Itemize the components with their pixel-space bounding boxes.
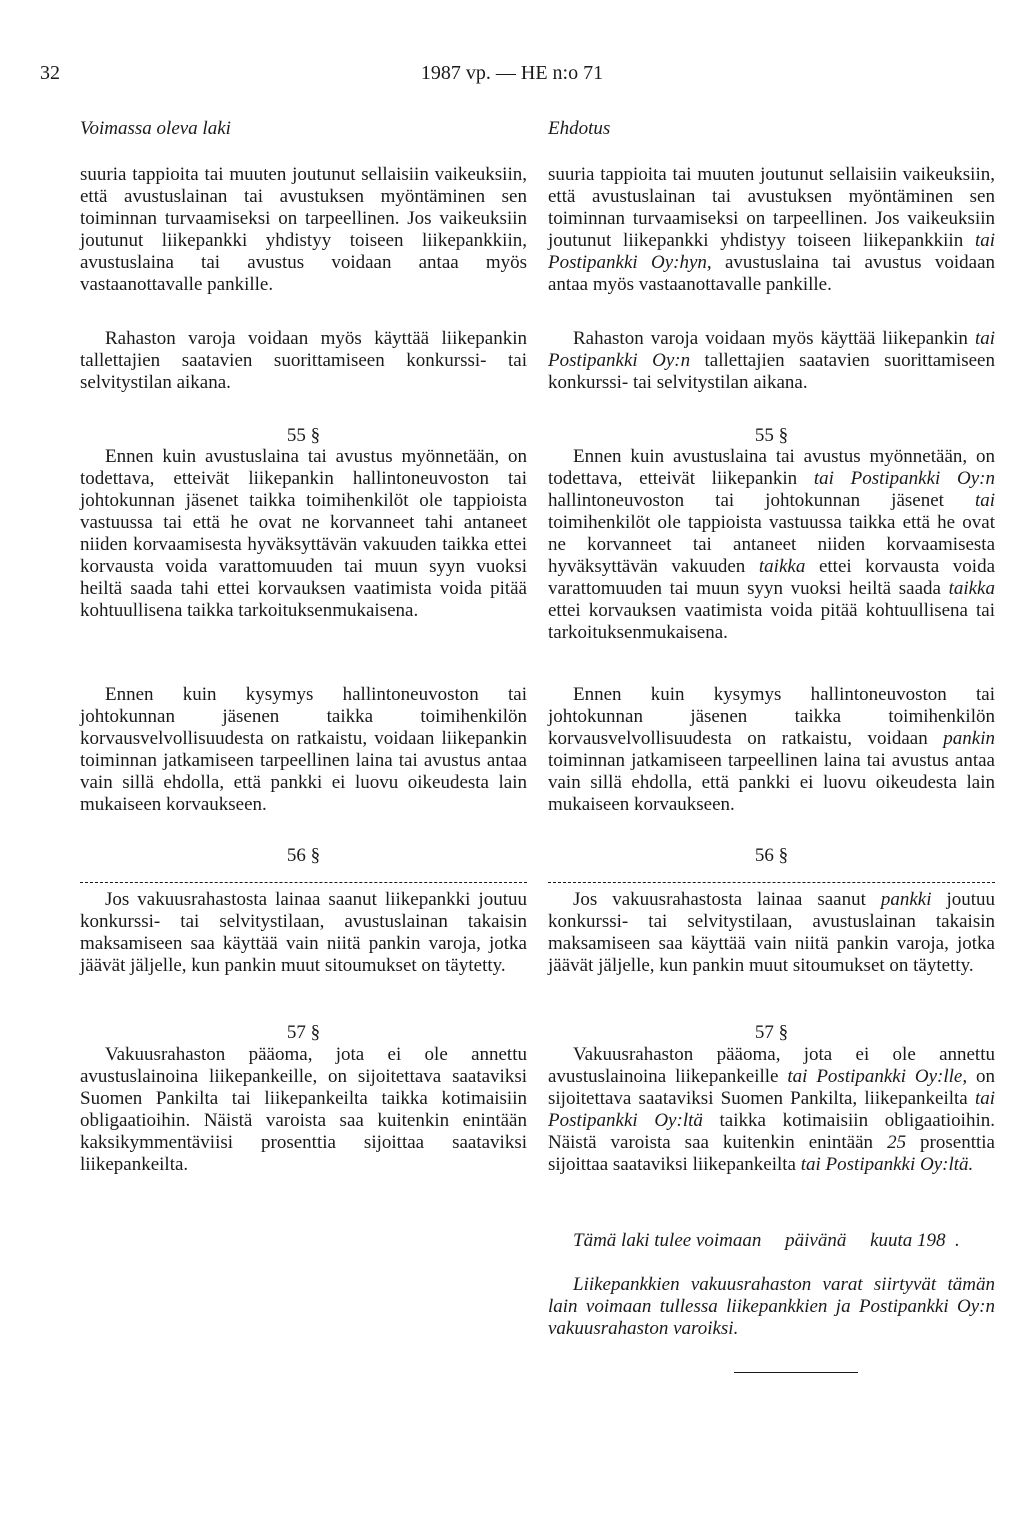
amendment-text: tai bbox=[974, 490, 995, 511]
paragraph: Jos vakuusrahastosta lainaa saanut pankki joutuu konkurssi- tai selvitystilaan, avustuslainan takaisin maksamiseen saa käyttää vain niitä pankin varoja, jotka jäävät jäljelle, kun pankin muut sitoumukset on täytetty. bbox=[548, 889, 996, 976]
section-heading-56: 56 § bbox=[286, 845, 321, 866]
amendment-text: tai Postipankki Oy:lle, bbox=[787, 1066, 968, 1087]
paragraph: Ennen kuin avustuslaina tai avustus myönnetään, on todettava, etteivät liikepankin hallintoneuvoston tai johtokunnan jäsenet taikka toimihenkilöt ole tappioista vastuussa tai että he ovat ne korvanneet tahi antaneet niiden korvaamisesta hyväksyttävän vakuuden taikka ettei korvausta voida varattomuuden tai muun syyn vuoksi heiltä saada tahi ettei korvauksen vaatimista voida pitää kohtuullisena taikka tarkoituksenmukaisena. bbox=[80, 446, 527, 621]
paragraph: suuria tappioita tai muuten joutunut sellaisiin vaikeuksiin, että avustuslainan tai avustuksen myöntäminen sen toiminnan turvaamiseksi on tarpeellinen. Jos vaikeuksiin joutunut liikepankki yhdistyy toiseen liikepankkiin tai Postipankki Oy:hyn, avustuslaina tai avustus voidaan antaa myös vastaanottavalle pankille. bbox=[548, 164, 995, 295]
section-heading-55: 55 § bbox=[286, 425, 321, 446]
amendment-text: tai Postipankki Oy:n bbox=[813, 468, 995, 489]
document-title: 1987 vp. — HE n:o 71 bbox=[420, 62, 604, 84]
amendment-text: tai Postipankki Oy:ltä. bbox=[800, 1154, 974, 1175]
paragraph: Rahaston varoja voidaan myös käyttää liikepankin tallettajien saatavien suorittamiseen konkurssi- tai selvitystilan aikana. bbox=[80, 328, 527, 393]
amendment-text: tai Postipankki Oy:ltä bbox=[548, 1088, 995, 1131]
transitional-provision: Liikepankkien vakuusrahaston varat siirtyvät tämän lain voimaan tullessa liikepankkien ja Postipankki Oy:n vakuusrahaston varoiksi. bbox=[548, 1274, 995, 1339]
amendment-text: 25 bbox=[887, 1132, 907, 1153]
amendment-text: tai Postipankki Oy:hyn, bbox=[548, 230, 995, 273]
paragraph: Jos vakuusrahastosta lainaa saanut liikepankki joutuu konkurssi- tai selvitystilaan, avustuslainan takaisin maksamiseen saa käyttää vain niitä pankin varoja, jotka jäävät jäljelle, kun pankin muut sitoumukset on täytetty. bbox=[80, 889, 527, 976]
amendment-text: taikka bbox=[758, 556, 806, 577]
amendment-text: tai Postipankki Oy:n bbox=[548, 328, 995, 371]
paragraph: Vakuusrahaston pääoma, jota ei ole annettu avustuslainoina liikepankeille, on sijoitettava saataviksi Suomen Pankilta tai liikepankeilta taikka kotimaisiin obligaatioihin. Näistä varoista saa kuitenkin enintään kaksikymmentäviisi prosenttia sijoittaa saataviksi liikepankeilta. bbox=[80, 1044, 527, 1175]
paragraph: Ennen kuin avustuslaina tai avustus myönnetään, on todettava, etteivät liikepankin tai Postipankki Oy:n hallintoneuvoston tai johtokunnan jäsenet tai toimihenkilöt ole tappioista vastuussa taikka että he ovat ne korvanneet tai antaneet niiden korvaamisesta hyväksyttävän vakuuden taikka ettei korvausta voida varattomuuden tai muun syyn vuoksi heiltä saada taikka ettei korvauksen vaatimista voida pitää kohtuullisena tai tarkoituksenmukaisena. bbox=[548, 446, 996, 643]
page-number: 32 bbox=[40, 62, 60, 84]
omission-dashed-line bbox=[548, 882, 995, 883]
paragraph: Ennen kuin kysymys hallintoneuvoston tai johtokunnan jäsenen taikka toimihenkilön korvausvelvollisuudesta on ratkaistu, voidaan liikepankin toiminnan jatkamiseen tarpeellinen laina tai avustus antaa vain sillä ehdolla, että pankki ei luovu oikeudesta lain mukaiseen korvaukseen. bbox=[80, 684, 527, 815]
amendment-text: pankin bbox=[943, 728, 995, 749]
column-heading-proposal: Ehdotus bbox=[548, 118, 611, 139]
column-heading-current-law: Voimassa oleva laki bbox=[80, 118, 231, 139]
amendment-text: pankki bbox=[880, 889, 932, 910]
paragraph: suuria tappioita tai muuten joutunut sellaisiin vaikeuksiin, että avustuslainan tai avustuksen myöntäminen sen toiminnan turvaamiseksi on tarpeellinen. Jos vaikeuksiin joutunut liikepankki yhdistyy toiseen liikepankkiin, avustuslaina tai avustus voidaan antaa myös vastaanottavalle pankille. bbox=[80, 164, 527, 295]
entry-into-force-clause: Tämä laki tulee voimaan päivänä kuuta 198 . bbox=[573, 1230, 960, 1251]
section-heading-55: 55 § bbox=[754, 425, 789, 446]
paragraph: Rahaston varoja voidaan myös käyttää liikepankin tai Postipankki Oy:n tallettajien saatavien suorittamiseen konkurssi- tai selvitystilan aikana. bbox=[548, 328, 995, 393]
paragraph: Vakuusrahaston pääoma, jota ei ole annettu avustuslainoina liikepankeille tai Postipankki Oy:lle, on sijoitettava saataviksi Suomen Pankilta, liikepankeilta tai Postipankki Oy:ltä taikka kotimaisiin obligaatioihin. Näistä varoista saa kuitenkin enintään 25 prosenttia sijoittaa saataviksi liikepankeilta tai Postipankki Oy:ltä. bbox=[548, 1044, 996, 1175]
omission-dashed-line bbox=[80, 882, 527, 883]
end-separator-line bbox=[734, 1372, 858, 1373]
section-heading-57: 57 § bbox=[286, 1022, 321, 1043]
paragraph: Ennen kuin kysymys hallintoneuvoston tai johtokunnan jäsenen taikka toimihenkilön korvausvelvollisuudesta on ratkaistu, voidaan pankin toiminnan jatkamiseen tarpeellinen laina tai avustus antaa vain sillä ehdolla, että pankki ei luovu oikeudesta lain mukaiseen korvaukseen. bbox=[548, 684, 995, 815]
section-heading-56: 56 § bbox=[754, 845, 789, 866]
amendment-text: taikka bbox=[948, 578, 995, 599]
section-heading-57: 57 § bbox=[754, 1022, 789, 1043]
